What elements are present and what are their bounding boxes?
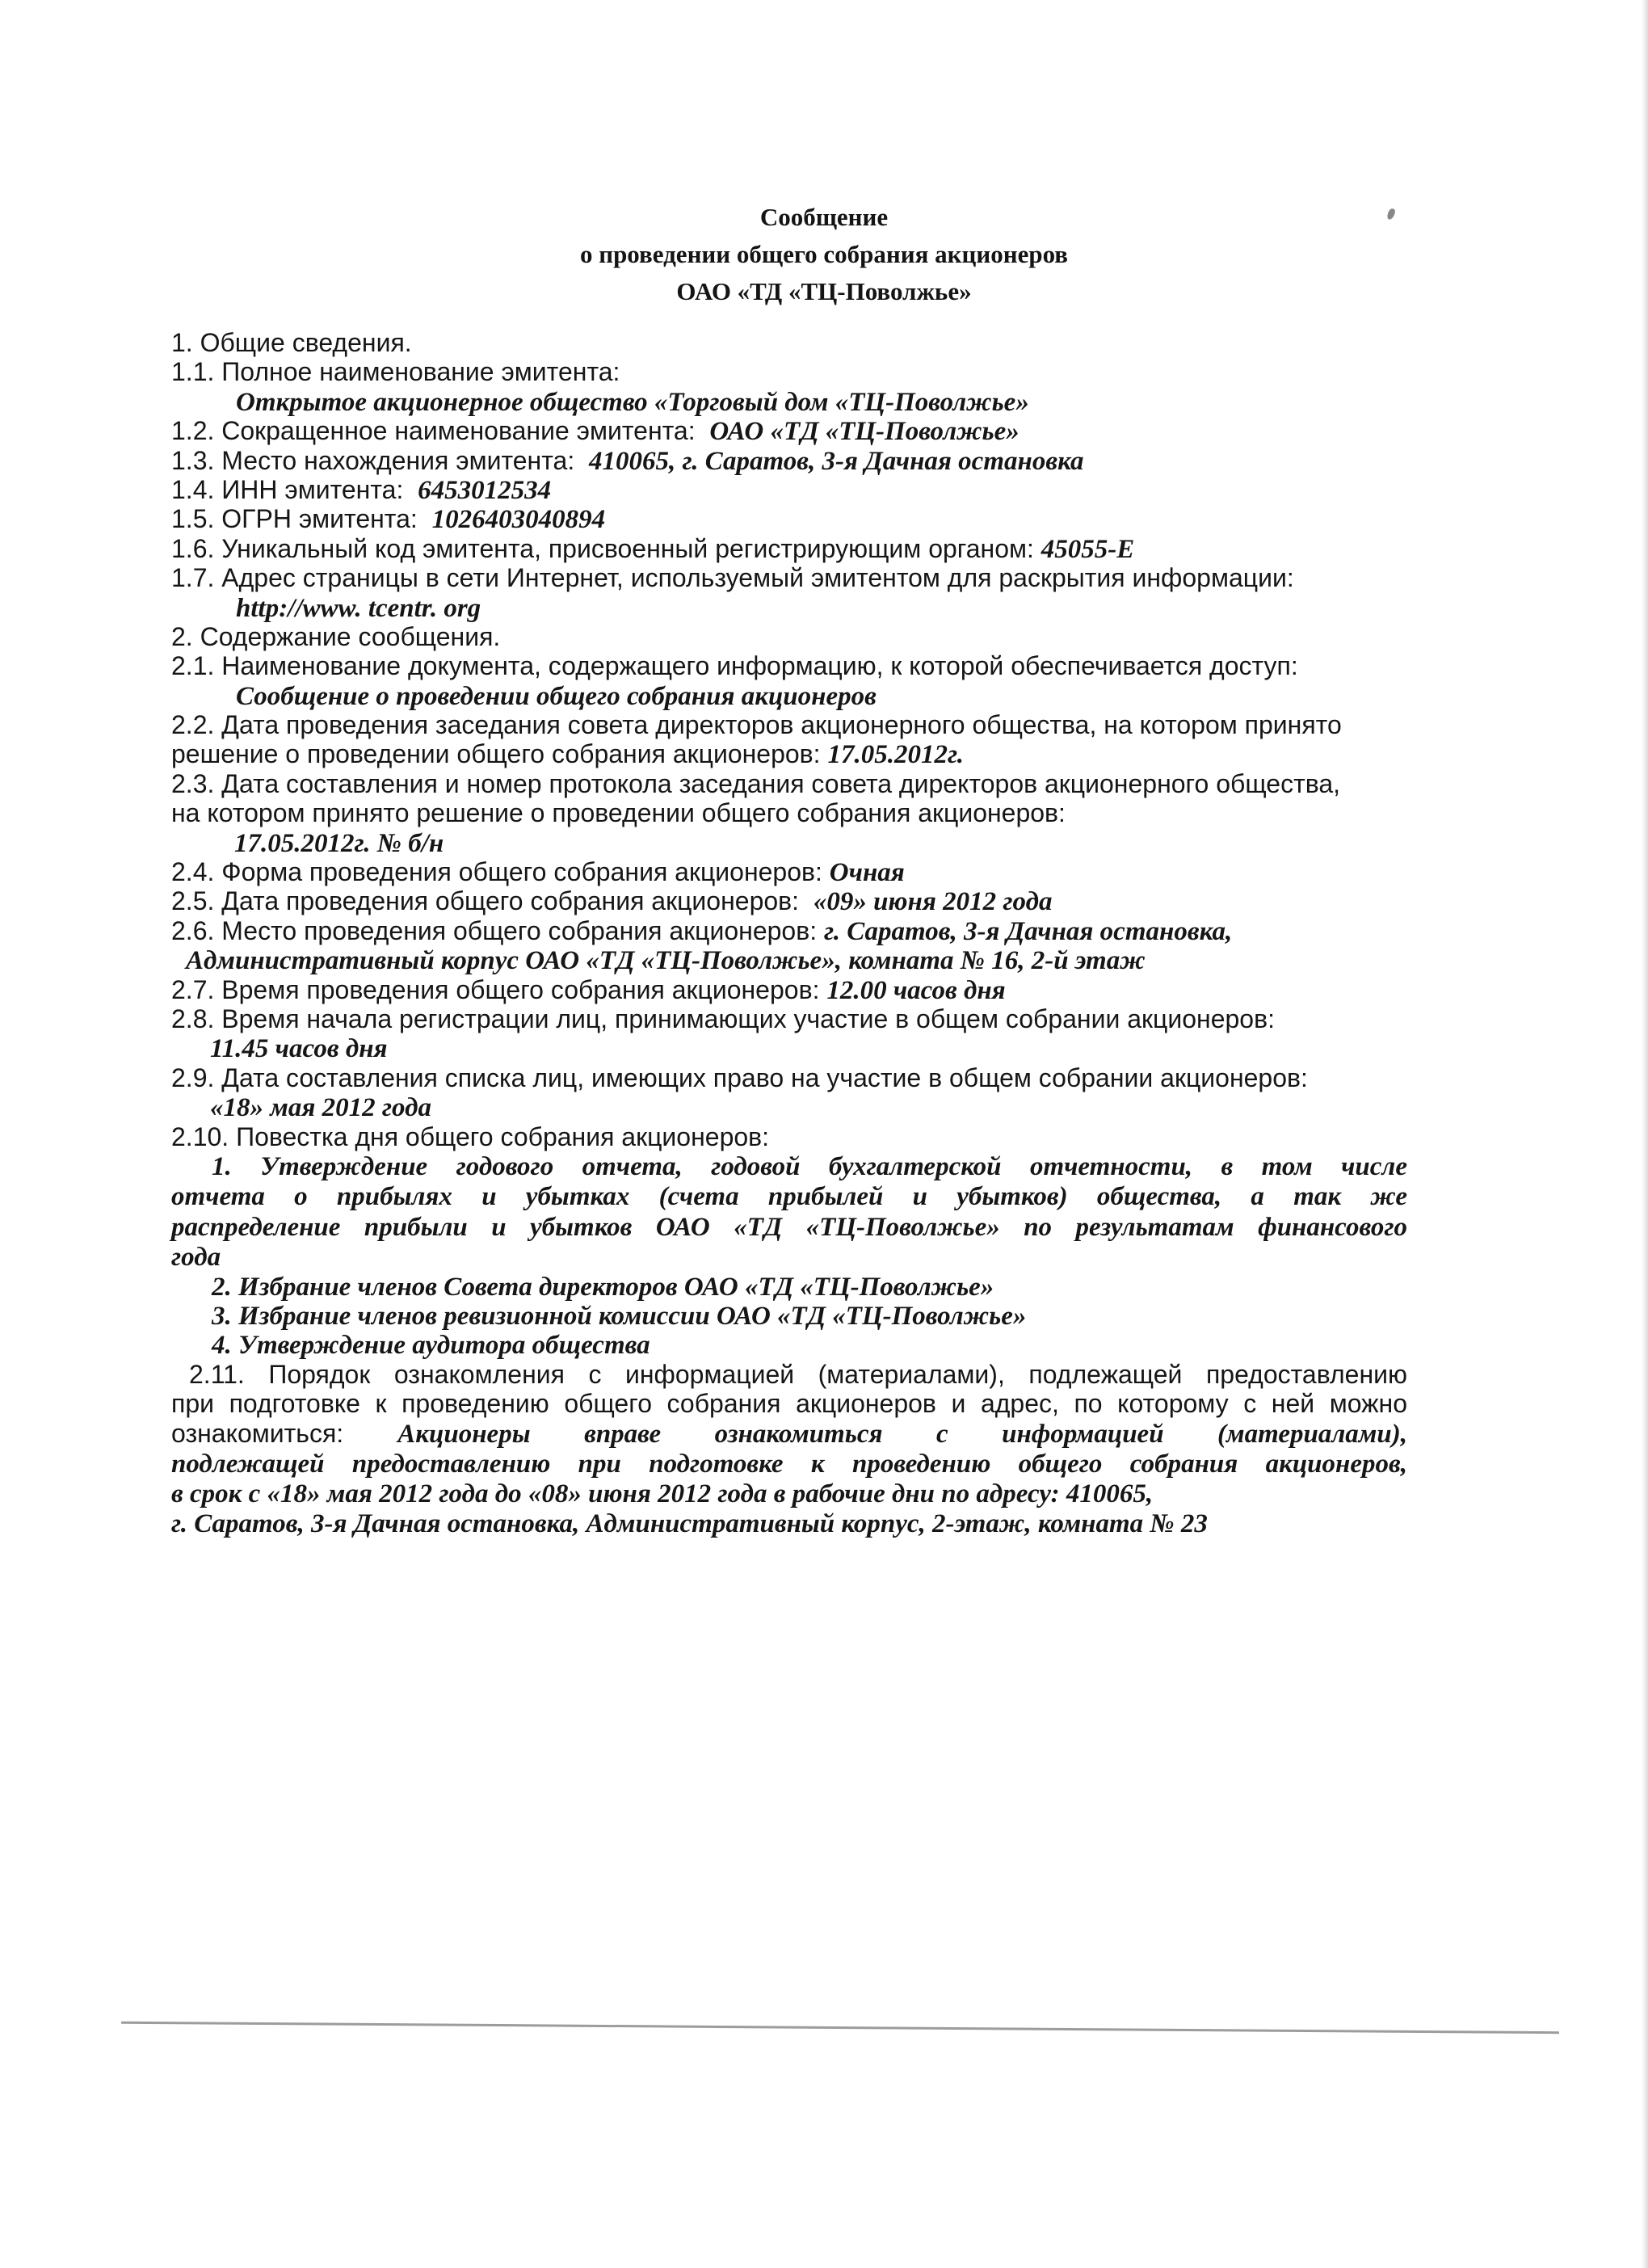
item-2-11-line-1: 2.11. Порядок ознакомления с информацией (материалами), подлежащей предоставлению (189, 1359, 1407, 1389)
item-1-2 (171, 416, 1407, 445)
agenda-text: 1. Утверждение годового отчета, годовой бухгалтерской отчетности, в том числе (212, 1151, 1407, 1181)
agenda-item-1-line-4 (171, 1242, 1407, 1271)
agenda-text: 2. Избрание членов Совета директоров ОАО «ТД «ТЦ-Поволжье» (212, 1272, 994, 1302)
item-2-5-label: 2.5. Дата проведения общего собрания акционеров: (171, 886, 800, 916)
item-1-3-label: 1.3. Место нахождения эмитента: (171, 445, 575, 475)
meeting-time: 12.00 часов дня (826, 975, 1006, 1005)
materials-access-address: г. Саратов, 3-я Дачная остановка, Административный корпус, 2-этаж, комната № 23 (171, 1508, 1208, 1538)
agenda-text: распределение прибыли и убытков ОАО «ТД «ТЦ-Поволжье» по результатам финансового (171, 1212, 1407, 1242)
agenda-item-4 (171, 1330, 1407, 1359)
item-2-8-label: 2.8. Время начала регистрации лиц, принимающих участие в общем собрании акционеров: (171, 1004, 1275, 1033)
item-2-11-line-6 (171, 1508, 1407, 1538)
scan-edge-shadow (1642, 0, 1648, 2268)
scan-edge-line (121, 2022, 1559, 2034)
agenda-item-1-line-3 (171, 1212, 1407, 1242)
issuer-code: 45055-E (1041, 534, 1135, 564)
issuer-full-name: Открытое акционерное общество «Торговый дом «ТЦ-Поволжье» (236, 387, 1029, 417)
item-2-2-line-2 (171, 739, 1407, 768)
item-2-1-label: 2.1. Наименование документа, содержащего информацию, к которой обеспечивается доступ: (171, 651, 1298, 681)
item-2-9-label: 2.9. Дата составления списка лиц, имеющих право на участие в общем собрании акционеров: (171, 1062, 1308, 1092)
item-1-3 (171, 446, 1407, 475)
board-meeting-date: 17.05.2012г. (827, 740, 964, 770)
section-1-heading: 1. Общие сведения. (171, 328, 412, 357)
issuer-inn: 6453012534 (418, 475, 552, 505)
agenda-text: 4. Утверждение аудитора общества (212, 1331, 650, 1361)
issuer-address: 410065, г. Саратов, 3-я Дачная остановка (588, 446, 1084, 476)
meeting-date: «09» июня 2012 года (813, 887, 1053, 917)
protocol-date-number: 17.05.2012г. № б/н (234, 828, 444, 858)
item-2-9-value (171, 1092, 1407, 1121)
item-2-7-label: 2.7. Время проведения общего собрания акционеров: (171, 974, 820, 1004)
issuer-ogrn: 1026403040894 (431, 505, 606, 535)
item-1-4 (171, 475, 1407, 504)
item-1-5-label: 1.5. ОГРН эмитента: (171, 504, 418, 534)
agenda-item-3 (171, 1301, 1407, 1330)
meeting-place-line-2: Административный корпус ОАО «ТД «ТЦ-Поволжье», комната № 16, 2-й этаж (186, 946, 1146, 976)
item-1-7-label: 1.7. Адрес страницы в сети Интернет, используемый эмитентом для раскрытия информации: (171, 563, 1294, 593)
document-name: Сообщение о проведении общего собрания акционеров (236, 681, 877, 711)
document-title (0, 199, 1648, 310)
agenda-text: года (171, 1243, 221, 1273)
shareholder-list-date: «18» мая 2012 года (210, 1093, 431, 1123)
title-line-2: о проведении общего собрания акционеров (579, 240, 1069, 268)
issuer-short-name: ОАО «ТД «ТЦ-Поволжье» (709, 417, 1019, 447)
item-2-11-line-3 (171, 1419, 1407, 1449)
item-2-1-value (171, 681, 1407, 710)
title-line-3: ОАО «ТД «ТЦ-Поволжье» (676, 277, 972, 305)
agenda-item-1-line-1 (171, 1151, 1407, 1181)
item-1-2-label: 1.2. Сокращенное наименование эмитента: (171, 416, 696, 446)
item-2-11-line-2: при подготовке к проведению общего собрания акционеров и адрес, по которому с ней можно (171, 1389, 1407, 1419)
meeting-place-line-1: г. Саратов, 3-я Дачная остановка, (823, 916, 1233, 946)
item-2-8-value (171, 1033, 1407, 1062)
agenda-item-2 (171, 1272, 1407, 1301)
item-2-10-label: 2.10. Повестка дня общего собрания акционеров: (171, 1121, 770, 1151)
item-2-3-line-1: 2.3. Дата составления и номер протокола заседания совета директоров акционерного общества, (171, 768, 1341, 798)
item-1-7-value (171, 593, 1407, 622)
item-2-5 (171, 886, 1407, 915)
item-1-4-label: 1.4. ИНН эмитента: (171, 474, 404, 504)
item-1-6 (171, 534, 1407, 563)
agenda-text: отчета о прибылях и убытках (счета прибылей и убытков) общества, а так же (171, 1182, 1407, 1212)
item-2-11-line-5 (171, 1479, 1407, 1508)
item-2-3-value (171, 828, 1407, 857)
item-2-6 (171, 916, 1407, 945)
meeting-form: Очная (829, 858, 905, 888)
agenda-item-1-line-2 (171, 1181, 1407, 1211)
item-2-6-label: 2.6. Место проведения общего собрания акционеров: (171, 915, 818, 945)
materials-access-period: в срок с «18» мая 2012 года до «08» июня 2012 года в рабочие дни по адресу: 410065, (171, 1479, 1154, 1509)
item-2-2-label: решение о проведении общего собрания акционеров: (171, 739, 821, 769)
issuer-website: http://www. tcentr. org (236, 593, 481, 623)
item-2-11-label: ознакомиться: (171, 1418, 344, 1448)
item-2-11-line-4 (171, 1449, 1407, 1479)
item-1-6-label: 1.6. Уникальный код эмитента, присвоенный регистрирующим органом: (171, 533, 1034, 563)
item-2-7 (171, 975, 1407, 1004)
item-1-1-value (171, 387, 1407, 416)
item-1-5 (171, 504, 1407, 533)
item-1-1-label: 1.1. Полное наименование эмитента: (171, 357, 620, 387)
item-2-3-line-2: на котором принято решение о проведении общего собрания акционеров: (171, 798, 1066, 828)
section-2-heading: 2. Содержание сообщения. (171, 621, 501, 651)
item-2-4 (171, 857, 1407, 886)
materials-access-text: подлежащей предоставлению при подготовке к проведению общего собрания акционеров, (171, 1449, 1407, 1479)
materials-access-text: Акционеры вправе ознакомиться с информацией (материалами), (397, 1419, 1407, 1449)
document-body (171, 328, 1407, 1538)
item-2-4-label: 2.4. Форма проведения общего собрания акционеров: (171, 857, 822, 887)
agenda-text: 3. Избрание членов ревизионной комиссии ОАО «ТД «ТЦ-Поволжье» (212, 1301, 1027, 1331)
item-2-2-line-1: 2.2. Дата проведения заседания совета директоров акционерного общества, на котором принято (171, 710, 1342, 740)
item-2-6-continued (171, 945, 1407, 974)
registration-time: 11.45 часов дня (210, 1034, 388, 1064)
title-line-1: Сообщение (759, 203, 889, 231)
